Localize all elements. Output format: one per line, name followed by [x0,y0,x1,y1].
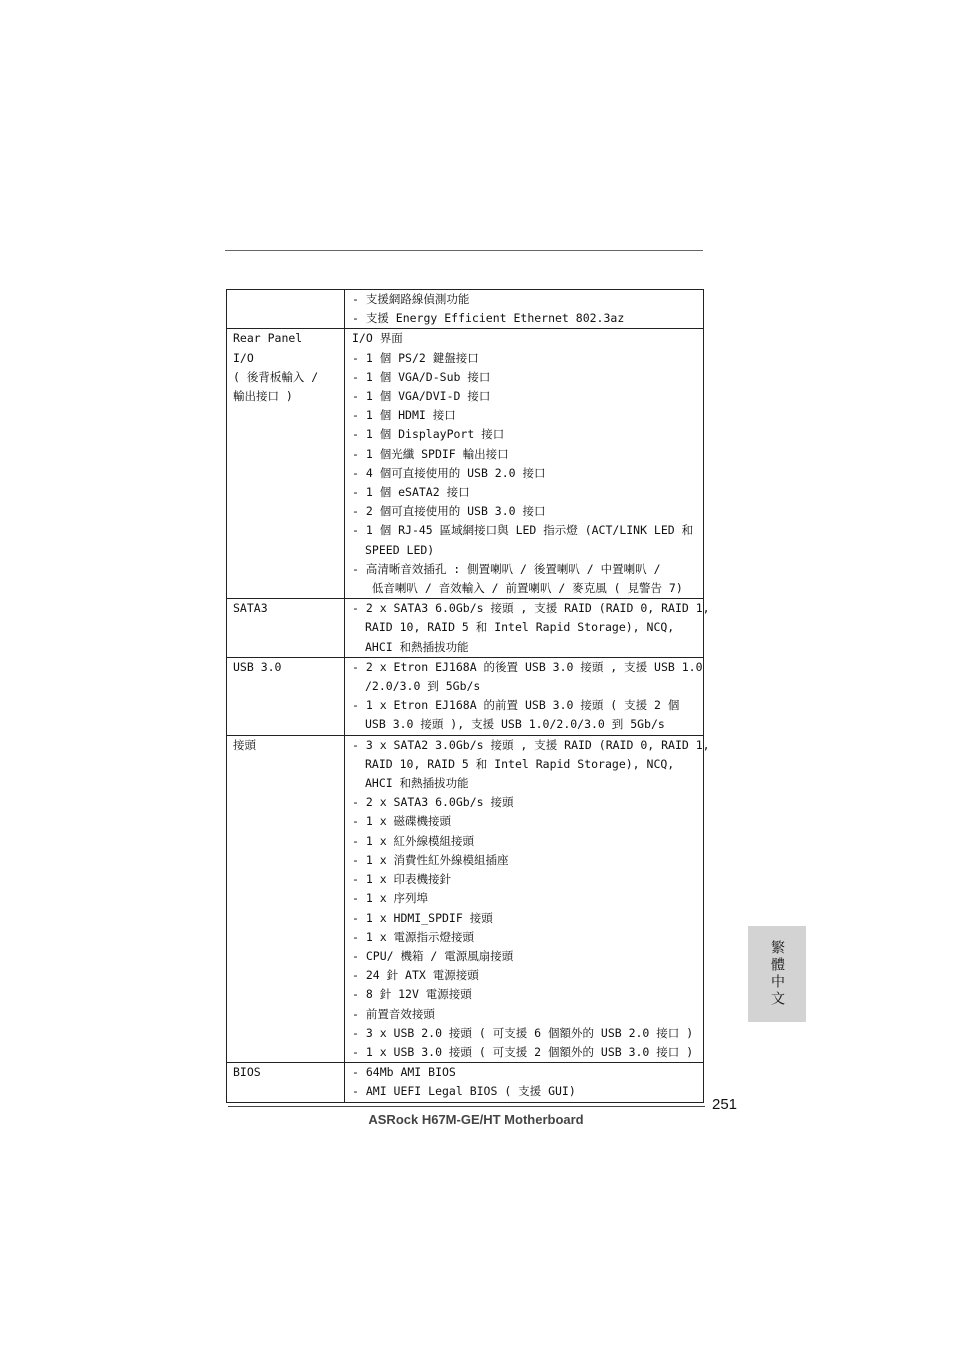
spec-label-line: Rear Panel [233,331,303,346]
language-side-tab [748,926,806,1022]
spec-line: AHCI 和熱插拔功能 [365,639,469,654]
spec-line: - 2 x SATA3 6.0Gb/s 接頭 , 支援 RAID (RAID 0, RAID 1, [352,601,710,616]
spec-content-cell [345,657,704,735]
spec-line: - 1 個 DisplayPort 接口 [352,427,505,442]
spec-row [227,329,704,599]
spec-line: RAID 10, RAID 5 和 Intel Rapid Storage), NCQ, [365,620,675,635]
spec-line: - 1 x USB 3.0 接頭 ( 可支援 2 個額外的 USB 3.0 接口 ) [352,1044,694,1059]
page-number: 251 [712,1096,738,1113]
spec-label-cell [227,657,345,735]
spec-line: RAID 10, RAID 5 和 Intel Rapid Storage), NCQ, [365,756,675,771]
spec-label-line: I/O [233,350,254,365]
spec-content-cell [345,329,704,599]
spec-content-cell [345,1063,704,1102]
spec-line: - 支援 Energy Efficient Ethernet 802.3az [352,311,625,326]
spec-line: - 1 個 PS/2 鍵盤接口 [352,350,479,365]
spec-content-cell [345,735,710,1062]
spec-line: - 1 x 磁碟機接頭 [352,814,452,829]
spec-line: - 1 個 eSATA2 接口 [352,485,470,500]
spec-line: - 1 個 HDMI 接口 [352,408,456,423]
spec-label-line: 接頭 [233,737,256,752]
spec-label-line: 輸出接口 ) [233,389,293,404]
spec-line: - 1 個 RJ-45 區域網接口與 LED 指示燈 (ACT/LINK LED 和 [352,523,694,538]
spec-label-cell [227,735,345,1062]
spec-label-cell [227,290,345,329]
language-tab-label: 繁體中文 [769,940,785,1008]
spec-line: - 2 x Etron EJ168A 的後置 USB 3.0 接頭 , 支援 USB 1.0 [352,659,703,674]
spec-label-cell [227,329,345,599]
spec-line: - CPU/ 機箱 / 電源風扇接頭 [352,948,514,963]
spec-line: - 1 x HDMI_SPDIF 接頭 [352,910,493,925]
spec-content-cell [345,599,710,658]
spec-line: - 1 x 印表機接針 [352,872,452,887]
spec-row [227,657,704,735]
spec-line: AHCI 和熱插拔功能 [365,776,469,791]
spec-line: - 1 x 序列埠 [352,891,429,906]
top-rule [225,250,703,251]
spec-line: - 1 x 紅外線模組接頭 [352,833,475,848]
spec-line: - 1 個 VGA/DVI-D 接口 [352,389,491,404]
spec-label-line: ( 後背板輸入 / [233,369,319,384]
spec-line: - 1 個光纖 SPDIF 輸出接口 [352,446,509,461]
spec-line: - 3 x SATA2 3.0Gb/s 接頭 , 支援 RAID (RAID 0, RAID 1, [352,737,710,752]
spec-line: - 1 個 VGA/D-Sub 接口 [352,369,491,384]
spec-line: - 64Mb AMI BIOS [352,1065,456,1080]
spec-label-cell [227,599,345,658]
spec-line: - 2 x SATA3 6.0Gb/s 接頭 [352,795,514,810]
spec-row [227,290,704,329]
spec-label-line: USB 3.0 [233,659,282,674]
spec-content-cell [345,290,704,329]
spec-line: - 24 針 ATX 電源接頭 [352,968,479,983]
bottom-rule [228,1106,705,1107]
spec-line: - 8 針 12V 電源接頭 [352,987,472,1002]
spec-table [226,289,710,1103]
spec-line: - 2 個可直接使用的 USB 3.0 接口 [352,504,546,519]
spec-label-cell [227,1063,345,1102]
spec-line: - 3 x USB 2.0 接頭 ( 可支援 6 個額外的 USB 2.0 接口 ) [352,1025,694,1040]
spec-row [227,599,704,658]
spec-label-line: SATA3 [233,601,268,616]
spec-row [227,1063,704,1102]
spec-line: SPEED LED) [365,542,435,557]
spec-line: - 高清晰音效插孔 : 側置喇叭 / 後置喇叭 / 中置喇叭 / [352,561,661,576]
spec-label-line: BIOS [233,1065,261,1080]
spec-line: - 1 x 消費性紅外線模組插座 [352,852,509,867]
footer-title: ASRock H67M-GE/HT Motherboard [368,1112,584,1127]
spec-line: - 支援網路線偵測功能 [352,292,470,306]
spec-line: - 1 x Etron EJ168A 的前置 USB 3.0 接頭 ( 支援 2 個 [352,698,680,713]
spec-line: USB 3.0 接頭 ), 支援 USB 1.0/2.0/3.0 到 5Gb/s [365,717,665,732]
spec-line: 低音喇叭 / 音效輸入 / 前置喇叭 / 麥克風 ( 見警告 7) [365,581,683,596]
spec-line: /2.0/3.0 到 5Gb/s [365,679,481,694]
spec-line: - 前置音效接頭 [352,1006,435,1021]
spec-line: I/O 界面 [352,331,403,346]
spec-line: - 1 x 電源指示燈接頭 [352,929,475,944]
spec-line: - AMI UEFI Legal BIOS ( 支援 GUI) [352,1084,576,1099]
spec-line: - 4 個可直接使用的 USB 2.0 接口 [352,465,546,480]
spec-row [227,735,704,1062]
